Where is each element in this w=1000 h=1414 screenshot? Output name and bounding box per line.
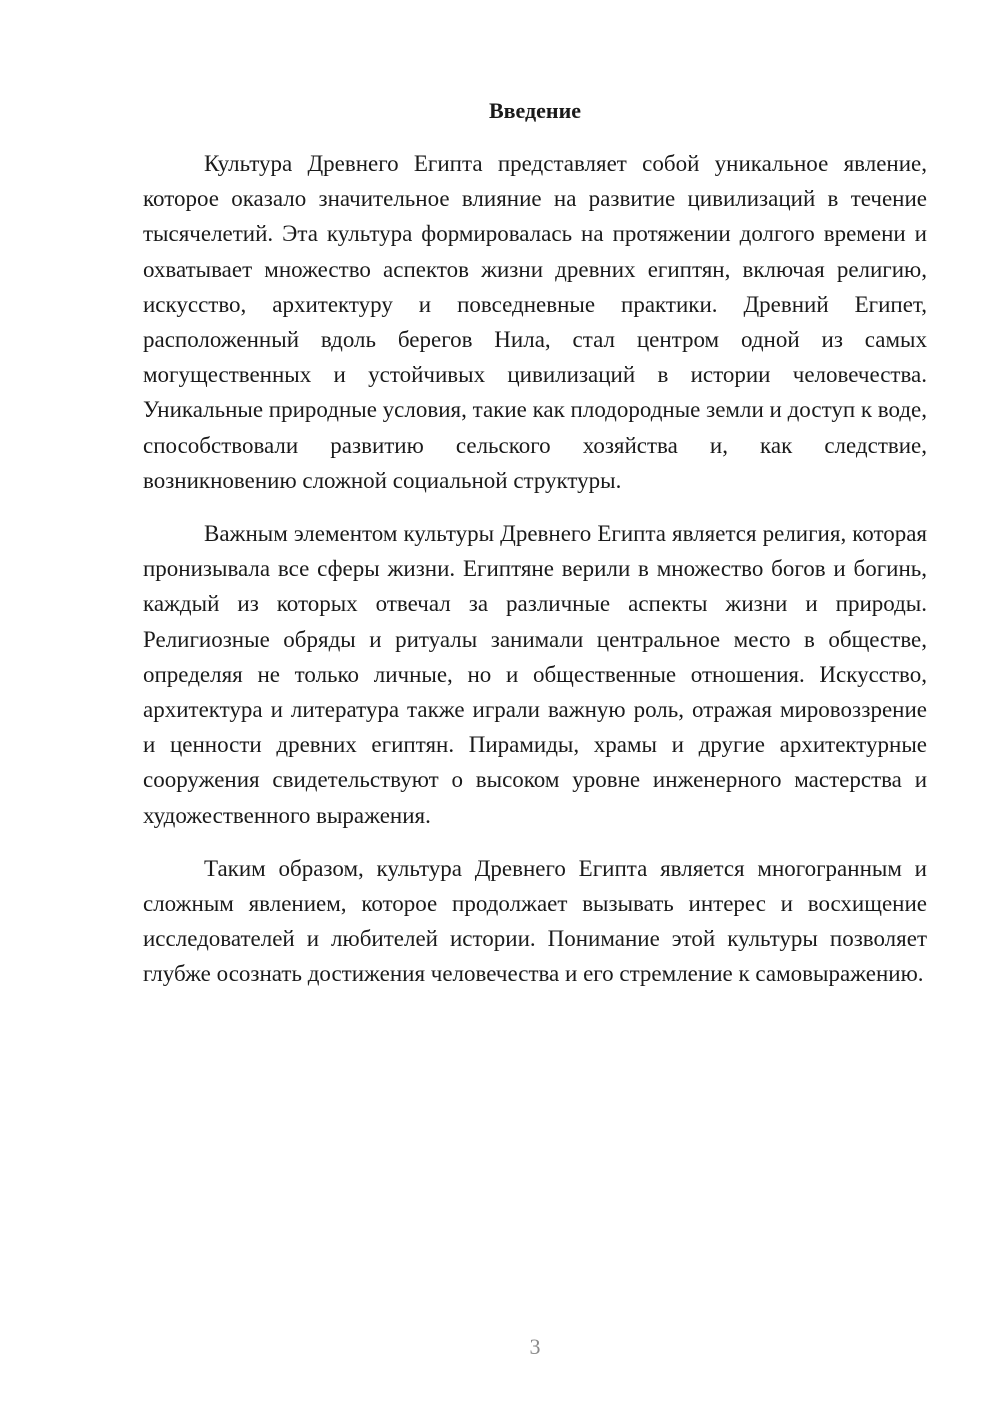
section-heading: Введение bbox=[488, 98, 582, 123]
body-text bbox=[143, 146, 927, 1010]
paragraph-2: Важным элементом культуры Древнего Египта является религия, которая пронизывала все сферы жизни. Египтяне верили в множество богов и богинь, каждый из которых отвечал за различные аспекты жизни и природы. Религиозные обряды и ритуалы занимали центральное место в обществе, определяя не только личные, но и общественные отношения. Искусство, архитектура и литература также играли важную роль, отражая мировоззрение и ценности древних египтян. Пирамиды, храмы и другие архитектурные сооружения свидетельствуют о высоком уровне инженерного мастерства и художественного выражения. bbox=[143, 521, 927, 828]
paragraph-3: Таким образом, культура Древнего Египта является многогранным и сложным явлением, которое продолжает вызывать интерес и восхищение исследователей и любителей истории. Понимание этой культуры позволяет глубже осознать достижения человечества и его стремление к самовыражению. bbox=[143, 855, 927, 987]
page-number: 3 bbox=[529, 1334, 541, 1359]
paragraph-1: Культура Древнего Египта представляет собой уникальное явление, которое оказало значительное влияние на развитие цивилизаций в течение тысячелетий. Эта культура формировалась на протяжении долгого времени и охватывает множество аспектов жизни древних египтян, включая религию, искусство, архитектуру и повседневные практики. Древний Египет, расположенный вдоль берегов Нила, стал центром одной из самых могущественных и устойчивых цивилизаций в истории человечества. Уникальные природные условия, такие как плодородные земли и доступ к воде, способствовали развитию сельского хозяйства и, как следствие, возникновению сложной социальной структуры. bbox=[143, 151, 927, 493]
